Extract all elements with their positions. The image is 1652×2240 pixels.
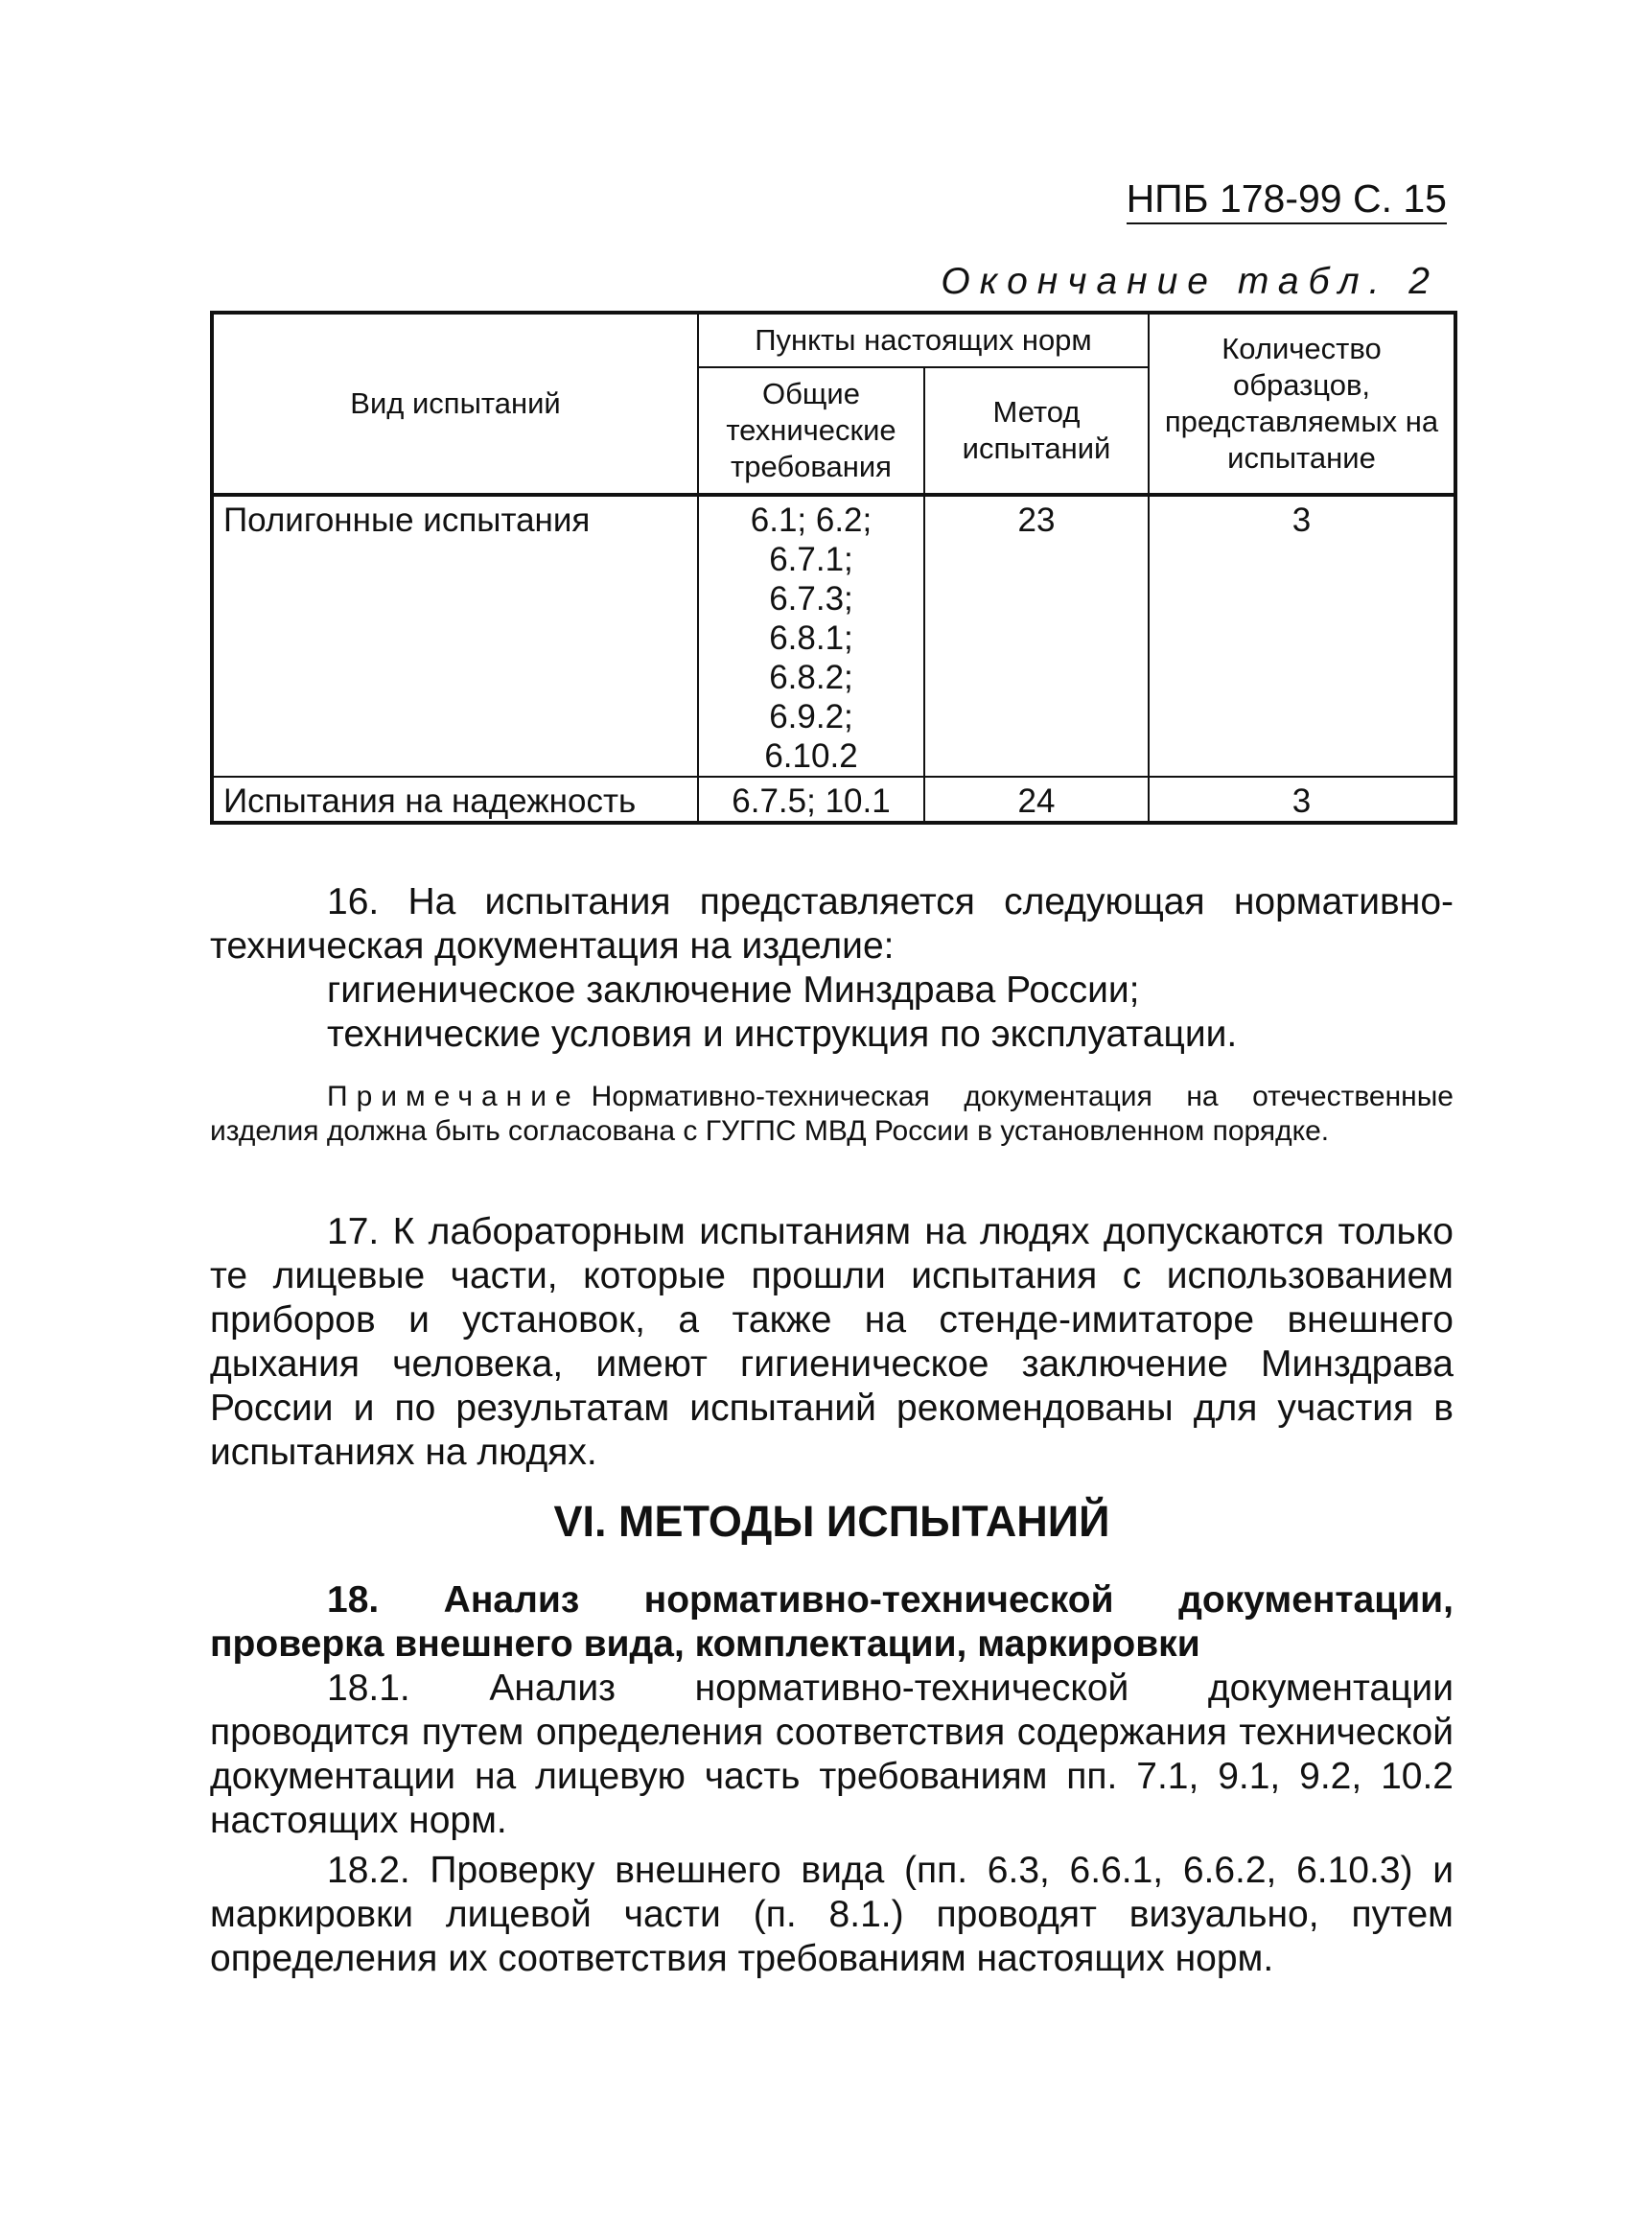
header-test-type: Вид испытаний <box>212 313 698 495</box>
paragraph-16-item-2: технические условия и инструкция по эксплуатации. <box>327 1014 1238 1055</box>
note-label: Примечание <box>327 1081 580 1112</box>
ref-item: 6.10.2 <box>764 737 858 775</box>
note-text: Нормативно-техническая документация на отечественные изделия должна быть согласована с ГУГПС МВД России в установленном порядке. <box>210 1081 1454 1147</box>
tests-table <box>210 311 1457 825</box>
header-norm-points: Пункты настоящих норм <box>698 313 1149 367</box>
ref-item: 6.9.2; <box>769 698 853 735</box>
paragraph-18-heading: 18. Анализ нормативно-технической документации, проверка внешнего вида, комплектации, маркировки <box>210 1579 1454 1665</box>
table-caption: Окончание табл. 2 <box>941 261 1439 302</box>
row-samples: 3 <box>1149 495 1455 777</box>
note <box>210 1080 1454 1149</box>
ref-item: 6.8.1; <box>769 619 853 657</box>
document-header: НПБ 178-99 С. 15 <box>1127 175 1447 224</box>
ref-item: 6.1; 6.2; <box>750 502 873 539</box>
row-samples: 3 <box>1149 777 1455 823</box>
ref-item: 6.7.1; <box>769 541 853 578</box>
paragraph-16: 16. На испытания представляется следующая нормативно-техническая документация на изделие: <box>210 881 1454 967</box>
header-samples-count: Количество образцов, представляемых на испытание <box>1149 313 1455 495</box>
paragraph-17: 17. К лабораторным испытаниям на людях допускаются только те лицевые части, которые прошли испытания с использованием приборов и установок, а также на стенде-имитаторе внешнего дыхания человека, имеют гигиеническое заключение Минздрава России и по результатам испытаний рекомендованы для участия в испытаниях на людях. <box>210 1211 1454 1473</box>
section-title: VI. МЕТОДЫ ИСПЫТАНИЙ <box>553 1497 1110 1546</box>
row-general-refs: 6.7.5; 10.1 <box>698 777 924 823</box>
ref-item: 6.7.3; <box>769 580 853 618</box>
row-test-type: Испытания на надежность <box>212 777 698 823</box>
row-method: 24 <box>924 777 1149 823</box>
paragraph-17-block <box>210 1210 1454 1475</box>
paragraph-16-block <box>210 880 1454 1057</box>
note-block <box>210 1080 1454 1149</box>
header-test-method: Метод испытаний <box>924 367 1149 495</box>
ref-item: 6.8.2; <box>769 659 853 696</box>
paragraph-18-2: 18.2. Проверку внешнего вида (пп. 6.3, 6.6.1, 6.6.2, 6.10.3) и маркировки лицевой части (п. 8.1.) проводят визуально, путем определения их соответствия требованиям настоящих норм. <box>210 1850 1454 1979</box>
header-general-requirements: Общие технические требования <box>698 367 924 495</box>
row-test-type: Полигонные испытания <box>212 495 698 777</box>
table-row <box>212 777 1455 823</box>
table-row <box>212 495 1455 777</box>
paragraph-18-1: 18.1. Анализ нормативно-технической документации проводится путем определения соответствия содержания технической документации на лицевую часть требованиям пп. 7.1, 9.1, 9.2, 10.2 настоящих норм. <box>210 1668 1454 1841</box>
row-method: 23 <box>924 495 1149 777</box>
section-18-block <box>210 1578 1454 1981</box>
paragraph-16-item-1: гигиеническое заключение Минздрава России; <box>327 969 1140 1011</box>
row-general-refs <box>698 495 924 777</box>
